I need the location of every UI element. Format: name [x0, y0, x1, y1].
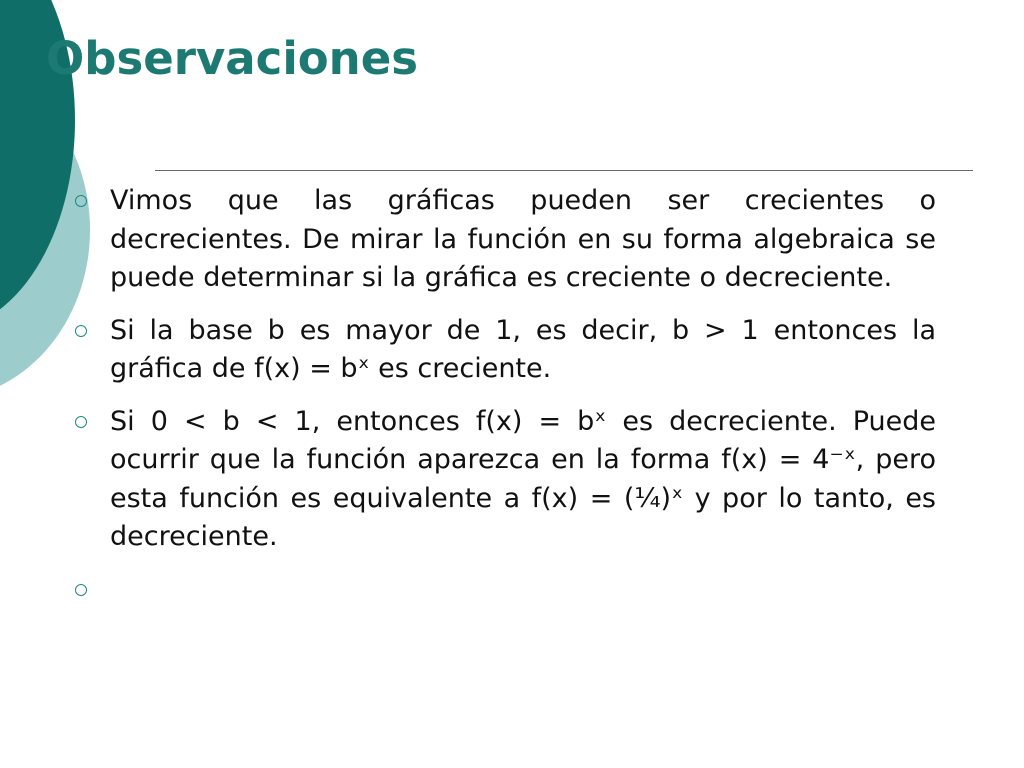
bullet-item-4 [70, 571, 936, 607]
bullet-text-2: Si la base b es mayor de 1, es decir, b > 1 entonces la gráfica de f(x) = bˣ es creciente. [110, 314, 936, 384]
hollow-circle-bullet-icon [75, 195, 87, 207]
hollow-circle-bullet-icon [75, 416, 87, 428]
hollow-circle-bullet-icon [75, 584, 87, 596]
bullet-text-3: Si 0 < b < 1, entonces f(x) = bˣ es decreciente. Puede ocurrir que la función aparezca en la forma f(x) = 4⁻ˣ, pero esta función es equivalente a f(x) = (¼)ˣ y por lo tanto, es decreciente. [110, 405, 936, 552]
title-divider [155, 170, 973, 171]
bullet-item-2 [70, 312, 936, 389]
bullet-list [70, 182, 936, 621]
slide-title: Observaciones [46, 32, 419, 85]
bullet-text-1: Vimos que las gráficas pueden ser crecientes o decrecientes. De mirar la función en su forma algebraica se puede determinar si la gráfica es creciente o decreciente. [110, 185, 936, 293]
bullet-item-3 [70, 403, 936, 557]
hollow-circle-bullet-icon [75, 325, 87, 337]
bullet-item-1 [70, 182, 936, 298]
